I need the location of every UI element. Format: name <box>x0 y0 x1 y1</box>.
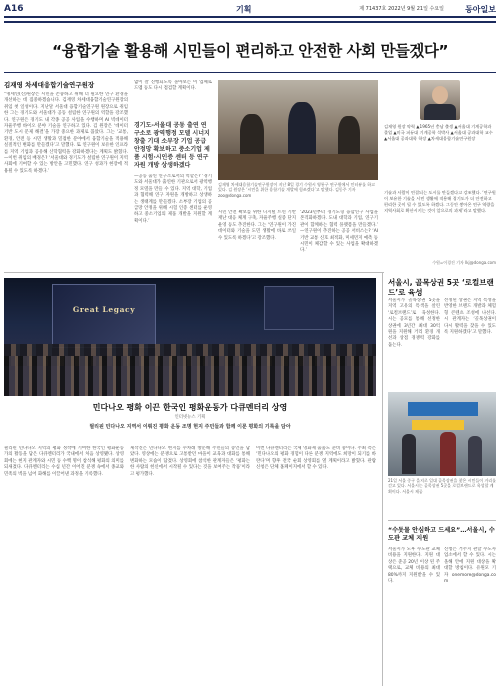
profile-column <box>384 80 496 266</box>
section-divider <box>4 272 384 273</box>
interview-column-2 <box>134 80 212 266</box>
interview-body-4: 시민 안전 확보를 위한 디지털 트윈 기반 재난 대응 체계 구축, 자율주행 실증 단지 운영 등도 추진한다. 그는 ‘연구원이 가진 데이터와 기술을 도민 생활에 바로 쓰일 수 있도록 하겠다’고 강조했다. <box>218 210 296 241</box>
reporter-byline: 수원=이경진 기자 lkj@donga.com <box>432 260 496 265</box>
person-figure <box>402 434 416 474</box>
section-label: 기획 <box>236 5 252 14</box>
interview-photo-block <box>218 80 378 206</box>
profile-body: 기술과 사람이 연결되는 도시를 만들겠다고 강조했다. ‘연구원이 보유한 기술을 시민 생활에 적용해 경기도가 더 안전하고 편리한 곳이 될 수 있도록 하겠다. 그동안 쌓아온 연구 역량을 지역사회로 확산시키는 것이 앞으로의 과제’라고 말했다. <box>384 190 496 213</box>
shop-sign <box>412 420 464 430</box>
seoul-body-2: 선정된 상권은 지역 특성을 반영한 브랜드 개발과 체험형 콘텐츠 조성에 나선다. 시 관계자는 ‘골목상권이 다시 활력을 찾을 수 있도록 지원하겠다’고 말했다. <box>444 298 496 336</box>
water-body-2: 신청은 거주지 관할 수도사업소에서 할 수 있다. 시는 올해 안에 지원 대상을 확대할 방침이다. 유원모 기자 onemore@donga.com <box>444 547 496 585</box>
water-body-1: 서울시가 노후 수도관 교체 비용을 지원한다. 지원 대상은 준공 20년 이상 된 주택으로, 교체 비용의 최대 80%까지 지원받을 수 있다. <box>388 547 440 585</box>
shop-sign <box>408 402 478 416</box>
interview-body-5: ‘2023년부터 경기도형 융합연구 사업을 본격화하겠다. 도내 대학과 기업, 연구기관이 함께하는 협력 플랫폼을 만들겠다.’ —연구원이 추진하는 공공 서비스는? ‘AI 기반 교통 신호 최적화, 미세먼지 예측 등 시민이 체감할 수 있는 사업을 확대하겠다.’ <box>300 210 378 254</box>
interview-body-1: “명세연(신)원장은 시민을 존중하고 위해 더 필요한 연구 환경을 개선하는 데 집중하겠습니다. 김재영 차세대융합기술연구원장의 취임 첫 일성이다. 지난달 서울대 융합기술연구원 원장으로 취임한 그는 경기도와 서울대가 공동 설립한 연구원의 역할을 강조했다. 연구원은 경기도 내 각종 공공 사업을 수행하며 AI 빅데이터 자율주행 바이오 분야 기술을 연구하고 있다. 김 원장은 ‘데이터 기반 도시 문제 해결’을 가장 중요한 과제로 꼽았다. 그는 ‘교통, 환경, 안전 등 시민 생활과 밀접한 분야에서 융합기술을 적용해 실질적인 변화를 만들겠다’고 말했다. 또 연구원이 보유한 인프라를 지역 기업과 공유해 산학협력을 강화하겠다는 계획도 밝혔다. —이번 취임의 배경은? ‘서울대와 경기도가 설립한 연구원이 지역사회에 기여할 수 있는 방안을 고민했다. 연구 성과가 현장에 적용될 수 있도록 하겠다.’ <box>4 92 128 174</box>
event-headline: 민다나오 평화 이끈 한국인 평화운동가 다큐멘터리 상영 <box>92 403 288 412</box>
newspaper-logo: 동아일보 <box>465 5 496 14</box>
headline-box <box>4 21 496 73</box>
event-column-1 <box>4 446 124 682</box>
water-article <box>388 520 496 686</box>
profile-head-shape <box>432 86 448 104</box>
interview-column-1 <box>4 80 128 266</box>
page-number: A16 <box>4 4 24 14</box>
interview-byline: 김재영 차세대융합기술연구원장 <box>4 81 95 89</box>
event-body-2: 제작진은 민다나오 현지를 수차례 방문해 주민들의 증언을 담았다. 영상에는 분쟁으로 고통받던 마을이 교육과 대화를 통해 변화하는 모습이 담겼다. 상영회에 참석한 관계자들은 ‘평화는 한 사람의 헌신에서 시작될 수 있다는 것을 보여주는 작품’이라고 평가했다. <box>130 446 250 477</box>
pull-quote: 경기도-서울대 공동 출연 연구소로 광역행정 모델 시너지 창출 기대 소부장 기업 공급 안정망 확보하고 중소기업 제품 시험·시인증 센터 등 연구 자원 개방 상생하겠다 <box>134 122 210 169</box>
interview-column-3 <box>218 210 378 266</box>
person-figure <box>468 436 482 476</box>
person-figure <box>288 102 316 158</box>
interview-body-3: —공동 출연 연구소로서의 역할은? ‘경기도와 서울대가 출연한 기관으로서 광역행정 모델을 만들 수 있다. 지역 대학, 기업과 협력해 연구 자원을 개방하고 상생하는 생태계를 만들겠다. 소부장 기업의 공급망 안정을 위해 시험 인증 센터를 운영하고 중소기업의 제품 개발을 지원할 계획이다.’ <box>134 174 212 224</box>
profile-photo <box>420 80 460 120</box>
event-body-3: 이번 다큐멘터리는 국제 영화제 출품도 준비 중이다. 주최 측은 ‘민다나오의 평화 경험이 다른 분쟁 지역에도 희망이 되기를 바란다’며 향후 전국 순회 상영회를 열 계획이라고 밝혔다. 관람 신청은 단체 홈페이지에서 할 수 있다. <box>256 446 376 471</box>
interview-photo <box>218 80 378 180</box>
column-divider <box>382 272 383 686</box>
person-figure <box>338 116 360 158</box>
event-subhead: 인터넷뉴스 기획 <box>174 415 206 420</box>
seoul-body-1: 서울시가 골목상권 5곳을 지역 고유의 특색을 살린 ‘로컬브랜드’로 육성한다. 시는 공모를 통해 선정한 상권에 3년간 최대 30억 원을 지원해 거리 환경 개선과 상점 경쟁력 강화를 돕는다. <box>388 298 440 348</box>
audience-row <box>4 356 376 396</box>
person-figure <box>440 432 456 476</box>
event-photo <box>4 278 376 396</box>
stage-screen-secondary <box>264 286 334 330</box>
photo-caption: 김재영 차세대융합기술연구원장이 지난 8일 경기 수원시 영통구 연구원에서 인터뷰를 하고 있다. 김 원장은 ‘시민을 위한 융합기술 개발에 힘쓰겠다’고 말했다. 김동주 기자 zoo@donga.com <box>218 182 375 198</box>
seoul-article-body <box>388 298 496 388</box>
screen-title: Great Legacy <box>72 305 136 314</box>
main-headline: “융합기술 활용해 시민들이 편리하고 안전한 사회 만들겠다” <box>51 42 449 60</box>
page-header <box>4 4 496 18</box>
profile-bio: 김재영 원장 약력 ▲1965년 충남 출생 ▲서울대 기계공학과 졸업 ▲미국 퍼듀대 기계공학 석박사 ▲서울대 공과대학 교수 ▲서울대 공과대학 학장 ▲차세대융합기술연구원장 <box>384 124 493 141</box>
event-column-3 <box>256 446 376 682</box>
event-column-2 <box>130 446 250 682</box>
profile-suit-shape <box>424 104 456 120</box>
seoul-headline: 서울시, 골목상권 5곳 ‘로컬브랜드’로 육성 <box>388 278 494 297</box>
seoul-photo-caption: 21일 서울 중구 을지로 일대 골목상권을 찾은 시민들이 거리를 걷고 있다. 서울시는 골목상권 5곳을 로컬브랜드로 육성할 계획이다. 서울시 제공 <box>388 478 496 494</box>
issue-date: 제 71437호 2022년 9월 21일 수요일 <box>359 6 444 12</box>
photo-desk <box>218 154 378 180</box>
event-body-1: 필리핀 민다나오 지역의 평화 정착에 기여한 한국인 평화운동가의 활동을 담은 다큐멘터리가 국내에서 처음 상영됐다. 상영회에는 현지 관계자와 시민 등 수백 명이 참석해 평화의 의미를 되새겼다. 다큐멘터리는 수십 년간 이어진 분쟁 속에서 종교와 민족의 벽을 넘어 화해를 이끌어낸 과정을 기록했다. <box>4 446 124 477</box>
interview-body-2: 없이 잘 진행되도록 돌아보는 이 업체로드맵 등도 다시 점검할 계획이다. <box>134 80 212 92</box>
water-headline: “수돗물 안심하고 드세요”…서울시, 수도관 교체 지원 <box>388 527 495 542</box>
event-deck: 필리핀 민다나오 지역서 이뤄진 평화 운동 조명 현지 주민들과 함께 이룬 평화의 기록을 담아 <box>89 424 291 430</box>
stage-screen <box>52 284 156 348</box>
seoul-photo <box>388 392 496 476</box>
seoul-article-head <box>388 278 496 298</box>
person-figure <box>240 114 264 158</box>
